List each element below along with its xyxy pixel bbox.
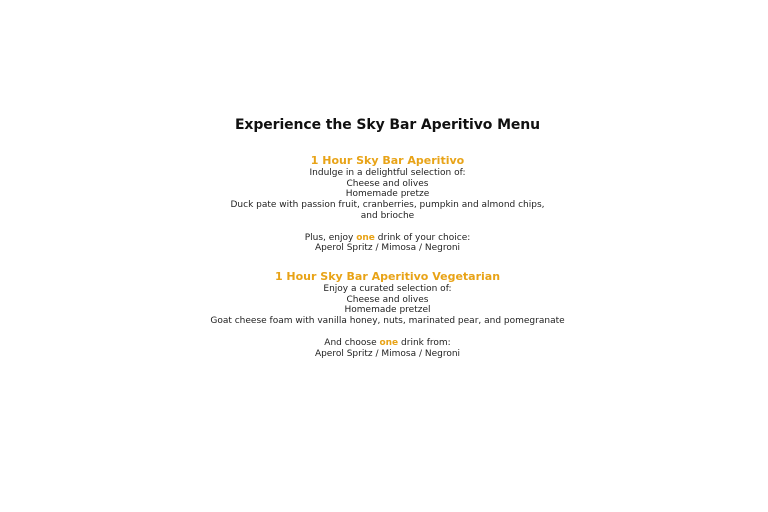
menu-item: Cheese and olives xyxy=(346,294,429,305)
drink-offer-highlight: one xyxy=(379,337,399,348)
menu-item: Homemade pretzel xyxy=(344,305,431,316)
drink-offer xyxy=(0,338,768,349)
drink-offer-highlight: one xyxy=(356,232,375,243)
menu-section-aperitivo xyxy=(0,154,768,254)
drink-offer-prefix: And choose xyxy=(324,337,380,348)
section-intro: Indulge in a delightful selection of: xyxy=(309,168,466,178)
drink-offer xyxy=(0,233,768,244)
menu-item: Cheese and olives xyxy=(346,178,429,189)
section-heading: 1 Hour Sky Bar Aperitivo Vegetarian xyxy=(274,270,501,283)
drink-options: Aperol Spritz / Mimosa / Negroni xyxy=(314,348,461,359)
section-heading: 1 Hour Sky Bar Aperitivo xyxy=(310,154,465,167)
drink-offer-prefix: Plus, enjoy xyxy=(304,232,357,243)
menu-item: Homemade pretze xyxy=(345,189,430,200)
menu-section-vegetarian xyxy=(0,270,768,359)
page-title: Experience the Sky Bar Aperitivo Menu xyxy=(234,117,541,133)
drink-offer-suffix: drink of your choice: xyxy=(374,232,471,243)
section-intro: Enjoy a curated selection of: xyxy=(323,284,452,294)
menu-item: Duck pate with passion fruit, cranberries, pumpkin and almond chips, and brioche xyxy=(230,200,545,221)
menu-item: Goat cheese foam with vanilla honey, nuts, marinated pear, and pomegranate xyxy=(210,316,565,327)
drink-options: Aperol Spritz / Mimosa / Negroni xyxy=(314,243,461,254)
drink-offer-suffix: drink from: xyxy=(398,337,451,348)
